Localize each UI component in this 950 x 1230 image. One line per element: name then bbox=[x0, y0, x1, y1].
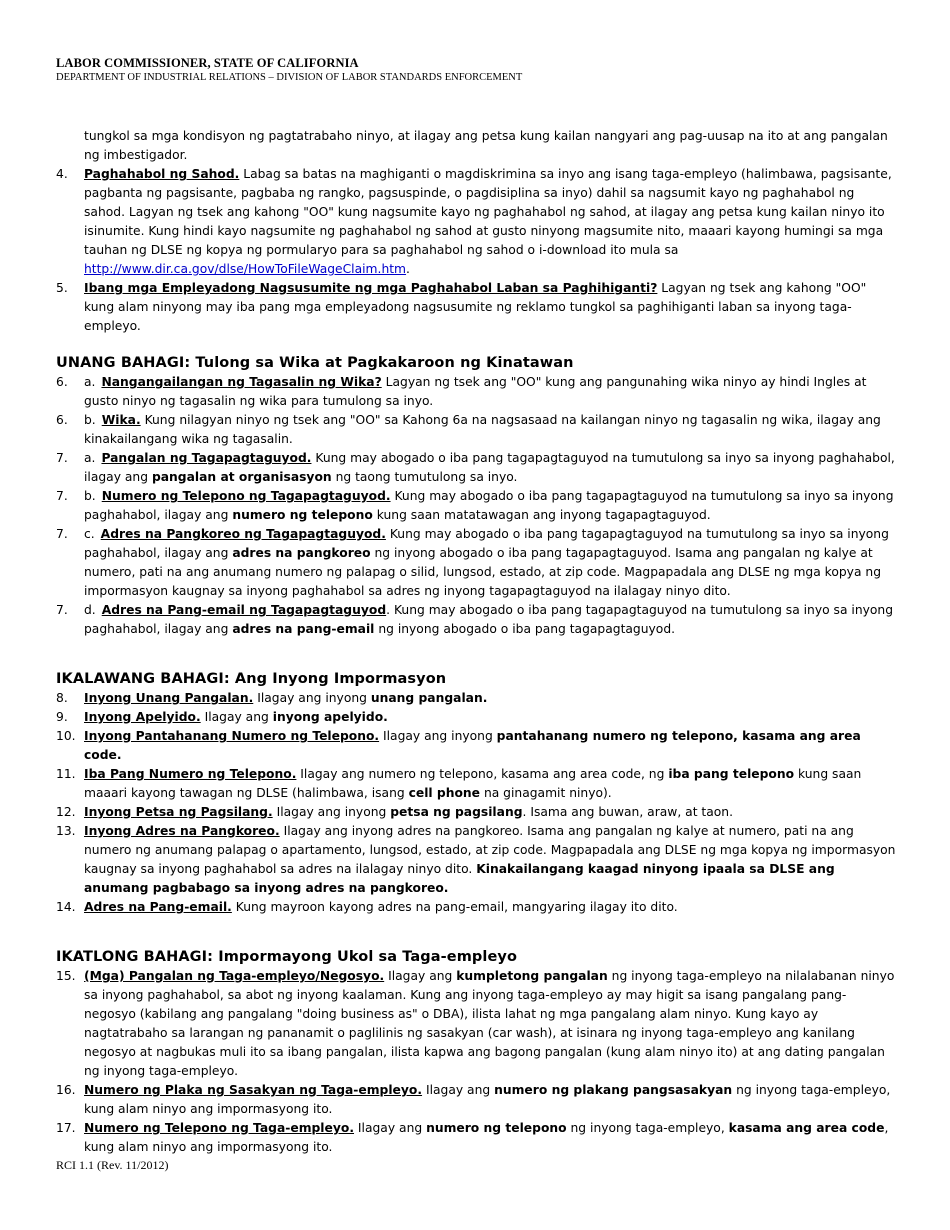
section-title: IKALAWANG BAHAGI: Ang Inyong Impormasyon bbox=[56, 671, 447, 687]
item-text bbox=[84, 525, 896, 601]
item-heading: Nangangailangan ng Tagasalin ng Wika? bbox=[101, 375, 382, 389]
item-emphasis: pantahanang numero ng telepono, kasama ang area code. bbox=[84, 729, 861, 762]
item-text bbox=[84, 822, 896, 898]
section-title: IKATLONG BAHAGI: Impormayong Ukol sa Taga-empleyo bbox=[56, 949, 518, 965]
list-item bbox=[56, 411, 896, 449]
item-emphasis: iba pang telepono bbox=[668, 767, 795, 781]
item-text bbox=[84, 1119, 896, 1157]
item-emphasis: pangalan at organisasyon bbox=[151, 470, 332, 484]
item-heading: Pangalan ng Tagapagtaguyod. bbox=[101, 451, 312, 465]
item-heading: Ibang mga Empleyadong Nagsusumite ng mga Paghahabol Laban sa Paghihiganti? bbox=[84, 281, 658, 295]
item-body: Ilagay ang numero ng telepono, kasama ang area code, ng bbox=[296, 767, 669, 781]
item-body: Ilagay ang bbox=[200, 710, 273, 724]
item-text bbox=[84, 279, 896, 336]
item-tail: ng inyong taga-empleyo, kung alam ninyo ang impormasyong ito. bbox=[84, 1083, 891, 1116]
item-number: 7. bbox=[56, 527, 68, 541]
item-tail: , kung alam ninyo ang impormasyong ito. bbox=[84, 1121, 889, 1154]
item-body: Labag sa batas na maghiganti o magdiskrimina sa inyo ang isang taga-empleyo (halimbawa, pagsisante, pagbanta ng pagsisante, pagbaba ng rangko, pagsuspinde, o pagdisiplina sa inyo) dahil sa nagsumit kayo ng paghahabol ng sahod. Lagyan ng tsek ang kahong "OO" kung nagsumite kayo ng paghahabol ng sahod, at ilagay ang petsa kung kailan ninyo ito isinumite. Kung hindi kayo nagsumite ng paghahabol ng sahod at gusto ninyong magsumite nito, maaari kayong humingi sa mga tauhan ng DLSE ng kopya ng pormularyo para sa paghahabol ng sahod o i-download ito mula sa bbox=[84, 167, 892, 257]
item-sub-letter: d. bbox=[84, 603, 96, 617]
item-body: Ilagay ang bbox=[384, 969, 457, 983]
section-1-list bbox=[56, 373, 896, 639]
item-emphasis: Kinakailangang kaagad ninyong ipaala sa DLSE ang anumang pagbabago sa inyong adres na pangkoreo. bbox=[84, 862, 835, 895]
item-number: 16. bbox=[56, 1083, 76, 1097]
item-text bbox=[84, 1081, 896, 1119]
item-emphasis: kasama ang area code bbox=[728, 1121, 885, 1135]
section-title: UNANG BAHAGI: Tulong sa Wika at Pagkakaroon ng Kinatawan bbox=[56, 355, 574, 371]
item-tail: ng inyong abogado o iba pang tagapagtaguyod. Isama ang pangalan ng kalye at numero, pati na ang anumang numero ng palapag o silid, lungsod, estado, at zip code. Magpapadala ang DLSE ng mga kopya ng impormasyon kaugnay sa inyong paghahabol sa adres ng inyong tagapagtaguyod na ilalagay ninyo dito. bbox=[84, 546, 882, 598]
item-emphasis: inyong apelyido. bbox=[272, 710, 388, 724]
list-item bbox=[56, 487, 896, 525]
item-tail: ng inyong taga-empleyo na nilalabanan ninyo sa inyong paghahabol, sa abot ng inyong kaalaman. Kung ang inyong taga-empleyo ay may higit sa isang pangalang pang-negosyo (kabilang ang pangalang "doing business as" o DBA), ilista lahat ng mga pangalang alam ninyo. Kung kayo ay nagtatrabaho sa larangan ng pananamit o paglilinis ng sasakyan (car wash), at isinara ng inyong taga-empleyo ang kanilang negosyo at nagbukas muli ito sa ibang pangalan, ilista kapwa ang bagong pangalan (kung alam ninyo ito) at ang dating pangalan ng inyong taga-empleyo. bbox=[84, 969, 895, 1078]
item-tail: ng taong tumutulong sa inyo. bbox=[331, 470, 518, 484]
item-heading: Paghahabol ng Sahod. bbox=[84, 167, 240, 181]
list-item bbox=[56, 601, 896, 639]
item-text bbox=[84, 803, 896, 822]
item-heading: Iba Pang Numero ng Telepono. bbox=[84, 767, 297, 781]
item-emphasis: kumpletong pangalan bbox=[456, 969, 608, 983]
item-number: 9. bbox=[56, 710, 68, 724]
list-item bbox=[56, 373, 896, 411]
form-revision-footer: RCI 1.1 (Rev. 11/2012) bbox=[56, 1158, 169, 1172]
list-item bbox=[56, 525, 896, 601]
item-body: Ilagay ang inyong bbox=[379, 729, 497, 743]
list-item bbox=[56, 1119, 896, 1157]
list-item bbox=[56, 449, 896, 487]
item-number: 12. bbox=[56, 805, 76, 819]
item-tail: kung saan maaari kayong tawagan ng DLSE (halimbawa, isang bbox=[84, 767, 862, 800]
item-emphasis: adres na pang-email bbox=[232, 622, 375, 636]
item-text bbox=[84, 898, 896, 917]
item-heading: (Mga) Pangalan ng Taga-empleyo/Negosyo. bbox=[84, 969, 385, 983]
item-text bbox=[84, 373, 896, 411]
list-item bbox=[56, 727, 896, 765]
item-heading: Wika. bbox=[101, 413, 141, 427]
item-heading: Inyong Pantahanang Numero ng Telepono. bbox=[84, 729, 380, 743]
list-item bbox=[56, 898, 896, 917]
item-text bbox=[84, 449, 896, 487]
item-heading: Numero ng Plaka ng Sasakyan ng Taga-empleyo. bbox=[84, 1083, 423, 1097]
item-heading: Inyong Petsa ng Pagsilang. bbox=[84, 805, 273, 819]
item-text bbox=[84, 411, 896, 449]
item-text bbox=[84, 487, 896, 525]
wage-claim-link[interactable]: http://www.dir.ca.gov/dlse/HowToFileWageClaim.htm bbox=[84, 262, 407, 276]
item-body: Ilagay ang inyong bbox=[272, 805, 391, 819]
item-text bbox=[84, 689, 896, 708]
agency-title: LABOR COMMISSIONER, STATE OF CALIFORNIA bbox=[56, 56, 359, 70]
item-body: Ilagay ang inyong bbox=[253, 691, 371, 705]
item-number: 7. bbox=[56, 451, 68, 465]
item-body: Kung may abogado o iba pang tagapagtaguyod na tumutulong sa inyo sa inyong paghahabol, ilagay ang bbox=[84, 527, 889, 560]
item-body: Lagyan ng tsek ang "OO" kung ang pangunahing wika ninyo ay hindi Ingles at gusto ninyo ng tagasalin ng wika para tumulong sa inyo. bbox=[84, 375, 867, 408]
list-item bbox=[56, 967, 896, 1081]
list-item bbox=[56, 1081, 896, 1119]
item-tail: . bbox=[406, 262, 410, 276]
list-item bbox=[56, 822, 896, 898]
item-heading: Inyong Apelyido. bbox=[84, 710, 201, 724]
list-item bbox=[56, 279, 896, 336]
list-item bbox=[56, 165, 896, 279]
item-body: Kung may abogado o iba pang tagapagtaguyod na tumutulong sa inyo sa inyong paghahabol, ilagay ang bbox=[84, 489, 894, 522]
section-2-list bbox=[56, 689, 896, 917]
item-emphasis: numero ng telepono bbox=[426, 1121, 567, 1135]
document-body bbox=[56, 127, 896, 1157]
item-sub-letter: b. bbox=[84, 413, 96, 427]
item-number: 14. bbox=[56, 900, 76, 914]
item-number: 13. bbox=[56, 824, 76, 838]
list-item bbox=[56, 708, 896, 727]
continued-paragraph: tungkol sa mga kondisyon ng pagtatrabaho ninyo, at ilagay ang petsa kung kailan nangyari ang pag-uusap na ito at ang pangalan ng imbestigador. bbox=[84, 129, 888, 162]
item-body: Lagyan ng tsek ang kahong "OO" kung alam ninyong may iba pang mga empleyadong nagsusumite ng reklamo tungkol sa paghihiganti laban sa inyong taga-empleyo. bbox=[84, 281, 867, 333]
item-body: Kung mayroon kayong adres na pang-email, mangyaring ilagay ito dito. bbox=[231, 900, 678, 914]
item-emphasis: unang pangalan. bbox=[370, 691, 488, 705]
item-text bbox=[84, 765, 896, 803]
item-tail: ng inyong taga-empleyo, bbox=[566, 1121, 729, 1135]
item-text bbox=[84, 601, 896, 639]
item-sub-letter: a. bbox=[84, 451, 96, 465]
item-number: 10. bbox=[56, 729, 76, 743]
item-emphasis: petsa ng pagsilang bbox=[390, 805, 523, 819]
item-body: Kung nilagyan ninyo ng tsek ang "OO" sa Kahong 6a na nagsasaad na kailangan ninyo ng tagasalin ng wika, ilagay ang kinakailangang wika ng tagasalin. bbox=[84, 413, 881, 446]
section-3-list bbox=[56, 967, 896, 1157]
item-sub-letter: c. bbox=[84, 527, 95, 541]
item-number: 8. bbox=[56, 691, 68, 705]
item-tail: kung saan matatawagan ang inyong tagapagtaguyod. bbox=[372, 508, 711, 522]
item-text bbox=[84, 967, 896, 1081]
item-text bbox=[84, 165, 896, 279]
item-body: Ilagay ang bbox=[354, 1121, 427, 1135]
item-number: 15. bbox=[56, 969, 76, 983]
item-emphasis: numero ng telepono bbox=[232, 508, 373, 522]
item-heading: Numero ng Telepono ng Taga-empleyo. bbox=[84, 1121, 355, 1135]
item-tail: . Isama ang buwan, araw, at taon. bbox=[522, 805, 734, 819]
page-header bbox=[56, 56, 522, 84]
list-item bbox=[56, 689, 896, 708]
item-sub-letter: a. bbox=[84, 375, 96, 389]
item-body: Ilagay ang inyong adres na pangkoreo. Isama ang pangalan ng kalye at numero, pati na ang numero ng anumang palapag o apartamento, lungsod, estado, at zip code. Magpapadala ang DLSE ng mga kopya ng impormasyon kaugnay sa inyong paghahabol sa adres na ilalagay ninyo dito. bbox=[84, 824, 896, 876]
item-body: Ilagay ang bbox=[422, 1083, 495, 1097]
item-emphasis: numero ng plakang pangsasakyan bbox=[494, 1083, 733, 1097]
item-number: 17. bbox=[56, 1121, 76, 1135]
item-number: 4. bbox=[56, 167, 68, 181]
item-tail: ng inyong abogado o iba pang tagapagtaguyod. bbox=[374, 622, 676, 636]
item-tail: na ginagamit ninyo). bbox=[480, 786, 612, 800]
item-number: 5. bbox=[56, 281, 68, 295]
item-emphasis: cell phone bbox=[408, 786, 481, 800]
list-item bbox=[56, 765, 896, 803]
item-heading: Inyong Adres na Pangkoreo. bbox=[84, 824, 280, 838]
item-heading: Inyong Unang Pangalan. bbox=[84, 691, 254, 705]
item-heading: Adres na Pang-email. bbox=[84, 900, 232, 914]
item-sub-letter: b. bbox=[84, 489, 96, 503]
item-number: 7. bbox=[56, 489, 68, 503]
item-text bbox=[84, 727, 896, 765]
item-body: Kung may abogado o iba pang tagapagtaguyod na tumutulong sa inyo sa inyong paghahabol, ilagay ang bbox=[84, 451, 895, 484]
list-item bbox=[56, 803, 896, 822]
item-number: 6. bbox=[56, 375, 68, 389]
item-heading: Adres na Pangkoreo ng Tagapagtaguyod. bbox=[100, 527, 386, 541]
agency-subtitle: DEPARTMENT OF INDUSTRIAL RELATIONS – DIVISION OF LABOR STANDARDS ENFORCEMENT bbox=[56, 72, 523, 83]
item-number: 11. bbox=[56, 767, 76, 781]
item-number: 6. bbox=[56, 413, 68, 427]
item-emphasis: adres na pangkoreo bbox=[232, 546, 371, 560]
item-body: . Kung may abogado o iba pang tagapagtaguyod na tumutulong sa inyo sa inyong paghahabol, ilagay ang bbox=[84, 603, 894, 636]
item-heading: Adres na Pang-email ng Tagapagtaguyod bbox=[101, 603, 387, 617]
item-number: 7. bbox=[56, 603, 68, 617]
item-text bbox=[84, 708, 896, 727]
item-heading: Numero ng Telepono ng Tagapagtaguyod. bbox=[101, 489, 391, 503]
